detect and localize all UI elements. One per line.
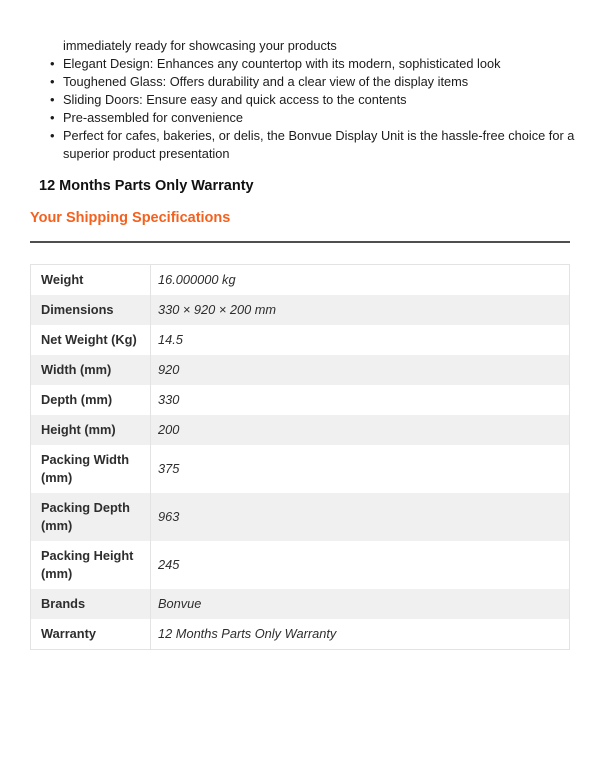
spec-label: Dimensions bbox=[31, 295, 151, 325]
spec-label: Packing Height (mm) bbox=[31, 541, 151, 589]
shipping-spec-table bbox=[30, 264, 570, 650]
section-divider bbox=[30, 241, 570, 243]
table-row bbox=[31, 265, 569, 295]
table-row bbox=[31, 619, 569, 649]
feature-list bbox=[30, 55, 600, 163]
feature-item: • Sliding Doors: Ensure easy and quick access to the contents bbox=[30, 91, 600, 109]
table-row bbox=[31, 325, 569, 355]
spec-label: Packing Depth (mm) bbox=[31, 493, 151, 541]
table-row bbox=[31, 295, 569, 325]
spec-value: 920 bbox=[158, 362, 180, 377]
table-row bbox=[31, 355, 569, 385]
spec-value: 12 Months Parts Only Warranty bbox=[158, 626, 337, 641]
table-row bbox=[31, 589, 569, 619]
spec-label: Warranty bbox=[31, 619, 151, 649]
spec-value: 16.000000 kg bbox=[158, 272, 236, 287]
spec-value: 200 bbox=[158, 422, 180, 437]
table-row bbox=[31, 445, 569, 493]
warranty-heading: 12 Months Parts Only Warranty bbox=[39, 178, 254, 194]
shipping-specifications-heading: Your Shipping Specifications bbox=[30, 210, 231, 226]
feature-item: • Elegant Design: Enhances any countertop with its modern, sophisticated look bbox=[30, 55, 600, 73]
feature-item: • Toughened Glass: Offers durability and a clear view of the display items bbox=[30, 73, 600, 91]
spec-label: Brands bbox=[31, 589, 151, 619]
table-row bbox=[31, 385, 569, 415]
feature-item: • Perfect for cafes, bakeries, or delis, the Bonvue Display Unit is the hassle-free choice for a superior product presentation bbox=[30, 127, 600, 163]
spec-label: Width (mm) bbox=[31, 355, 151, 385]
spec-value: Bonvue bbox=[158, 596, 202, 611]
feature-item: • Pre-assembled for convenience bbox=[30, 109, 600, 127]
spec-label: Packing Width (mm) bbox=[31, 445, 151, 493]
spec-value: 963 bbox=[158, 509, 180, 524]
bullet-continuation-text: immediately ready for showcasing your products bbox=[63, 38, 337, 53]
spec-value: 330 bbox=[158, 392, 180, 407]
spec-value: 14.5 bbox=[158, 332, 183, 347]
spec-label: Net Weight (Kg) bbox=[31, 325, 151, 355]
spec-label: Height (mm) bbox=[31, 415, 151, 445]
spec-value: 330 × 920 × 200 mm bbox=[158, 302, 277, 317]
table-row bbox=[31, 541, 569, 589]
table-row bbox=[31, 493, 569, 541]
spec-label: Weight bbox=[31, 265, 151, 295]
spec-value: 375 bbox=[158, 461, 180, 476]
table-row bbox=[31, 415, 569, 445]
spec-value: 245 bbox=[158, 557, 180, 572]
product-description-section bbox=[30, 0, 600, 650]
spec-label: Depth (mm) bbox=[31, 385, 151, 415]
